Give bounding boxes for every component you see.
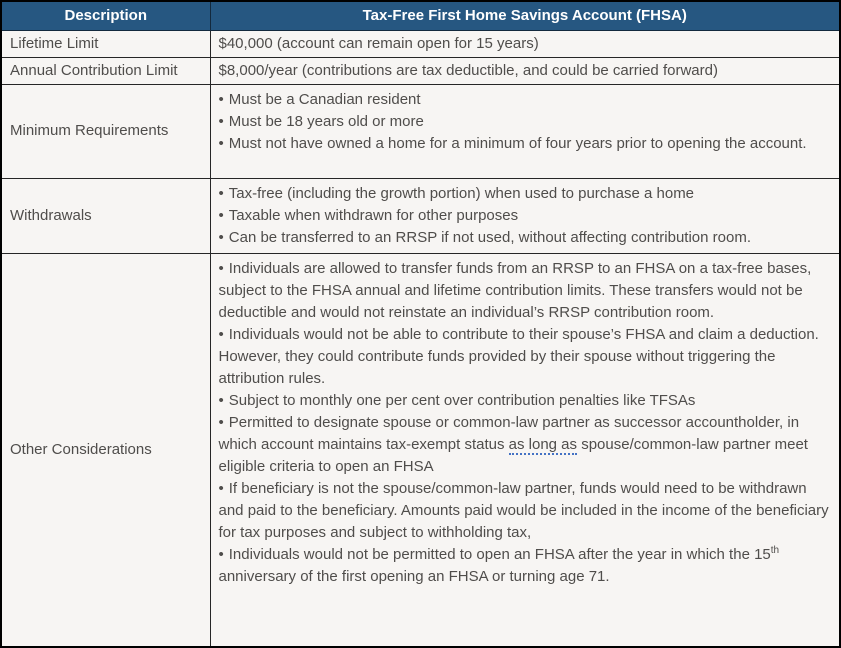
table-row — [1, 84, 840, 178]
bullet-text: Subject to monthly one per cent over contribution penalties like TFSAs — [228, 391, 696, 409]
bullet-marker: • — [218, 112, 224, 130]
row-content — [210, 84, 840, 178]
bullet-item — [219, 412, 834, 478]
bullet-text: Individuals are allowed to transfer funds from an RRSP to an FHSA on a tax-free bases, subject to the FHSA annual and lifetime contribution limits. These transfers would not be deductible and would not reinstate an individual’s RRSP contribution room. — [218, 259, 812, 321]
bullet-text: Must be 18 years old or more — [228, 112, 424, 130]
bullet-item — [219, 183, 834, 205]
bullet-text: If beneficiary is not the spouse/common-law partner, funds would need to be withdrawn and paid to the beneficiary. Amounts paid would be included in the income of the beneficiary for tax purposes and subject to withholding tax, — [218, 479, 829, 541]
ordinal-superscript: th — [770, 544, 780, 556]
bullet-marker: • — [218, 259, 224, 277]
row-label: Withdrawals — [1, 178, 210, 253]
bullet-marker: • — [218, 413, 224, 431]
row-label: Annual Contribution Limit — [1, 57, 210, 84]
bullet-marker: • — [218, 134, 224, 152]
bullet-text: Must be a Canadian resident — [228, 90, 421, 108]
row-label: Lifetime Limit — [1, 30, 210, 57]
bullet-text: Taxable when withdrawn for other purposes — [228, 206, 519, 224]
row-content — [210, 253, 840, 647]
bullet-item — [219, 227, 834, 249]
bullet-marker: • — [218, 184, 224, 202]
bullet-item — [219, 478, 834, 544]
bullet-text: Must not have owned a home for a minimum of four years prior to opening the account. — [228, 134, 807, 152]
bullet-item — [219, 324, 834, 390]
bullet-text: Individuals would not be able to contribute to their spouse’s FHSA and claim a deduction. However, they could contribute funds provided by their spouse without triggering the attribution rules. — [218, 325, 819, 387]
table-body — [1, 30, 840, 647]
bullet-item — [219, 390, 834, 412]
bullet-marker: • — [218, 325, 224, 343]
bullet-item — [219, 258, 834, 324]
table-header-row — [1, 1, 840, 30]
bullet-marker: • — [218, 391, 224, 409]
bullet-marker: • — [218, 206, 224, 224]
row-label: Other Considerations — [1, 253, 210, 647]
table-row — [1, 30, 840, 57]
bullet-marker: • — [218, 228, 224, 246]
bullet-item — [219, 205, 834, 227]
bullet-marker: • — [218, 479, 224, 497]
header-fhsa-title: Tax-Free First Home Savings Account (FHSA) — [210, 1, 840, 30]
bullet-text: Tax-free (including the growth portion) when used to purchase a home — [228, 184, 695, 202]
row-label: Minimum Requirements — [1, 84, 210, 178]
table-row — [1, 57, 840, 84]
table-row — [1, 178, 840, 253]
header-description: Description — [1, 1, 210, 30]
row-content — [210, 178, 840, 253]
row-content: $8,000/year (contributions are tax deductible, and could be carried forward) — [210, 57, 840, 84]
bullet-item — [219, 544, 834, 588]
bullet-item — [219, 89, 834, 111]
bullet-marker: • — [218, 90, 224, 108]
bullet-item — [219, 133, 834, 155]
bullet-text: Can be transferred to an RRSP if not used, without affecting contribution room. — [228, 228, 752, 246]
grammar-underline: as long as — [508, 435, 578, 453]
bullet-text: Permitted to designate spouse or common-law partner as successor accountholder, in which account maintains tax-exempt status as long as spouse/common-law partner meet eligible criteria to open an FHSA — [218, 413, 808, 475]
bullet-item — [219, 111, 834, 133]
table-row — [1, 253, 840, 647]
row-content: $40,000 (account can remain open for 15 years) — [210, 30, 840, 57]
bullet-text: Individuals would not be permitted to open an FHSA after the year in which the 15th anniversary of the first opening an FHSA or turning age 71. — [218, 544, 780, 585]
bullet-marker: • — [218, 545, 224, 563]
